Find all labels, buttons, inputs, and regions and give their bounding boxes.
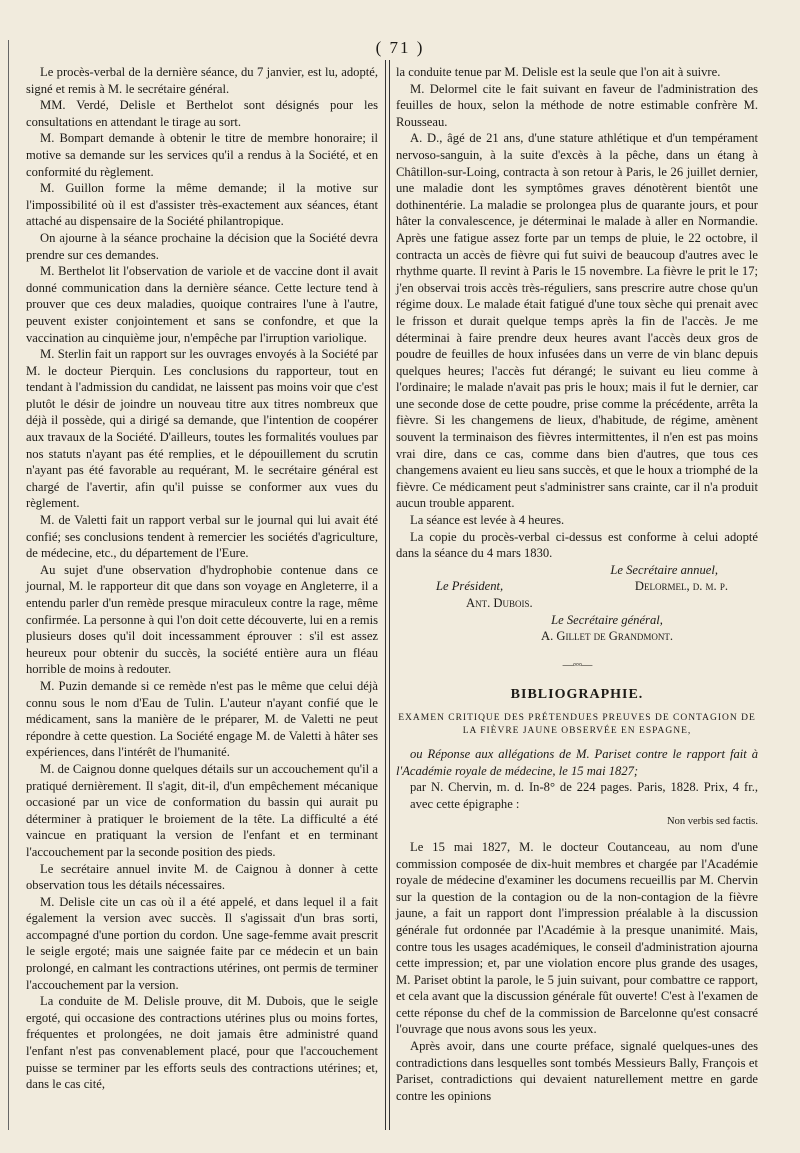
paragraph: Au sujet d'une observation d'hydrophobie contenue dans ce journal, M. le rapporteur dit que dans son voyage en Angleterre, il a entendu parler d'un remède presque miraculeux contre la rage, même confirmée. La personne à qui l'on doit cette découverte, lui en a remis plusieurs doses qu'il doit incessamment éprouver : s'il est assez heureux pour obtenir du succès, la société entière aura un fléau horrible de moins à redouter. bbox=[26, 562, 378, 677]
ornament-divider: —◦◦◦— bbox=[562, 658, 592, 671]
secretaire-annuel-name: Delormel, d. m. p. bbox=[634, 579, 728, 594]
paragraph: M. Bompart demande à obtenir le titre de membre honoraire; il motive sa demande sur les services qu'il a rendus à la Société, et en conformité du règlement. bbox=[26, 131, 378, 179]
paragraph: M. Delisle cite un cas où il a été appelé, et dans lequel il a fait également la version avec succès. Il s'agissait d'un bras sorti, accompagné d'une portion du cordon. Une sage-femme avait prescrit le seigle ergoté; mais une saignée faite par ce médecin et un bain prolongé, en calmant les contractions utérines, ont permis de terminer l'accouchement par la version. bbox=[26, 894, 378, 992]
president-name: Ant. Dubois. bbox=[466, 596, 533, 610]
paragraph: M. Berthelot lit l'observation de variole et de vaccine dont il avait donné communication dans la dernière séance. Cette lecture tend à prouver que ces deux maladies, quoique contraires l'une à l'autre, peuvent exister conjointement et sans se confondre, et que la vaccination au cinquième jour, n'empêche par l'irruption variolique. bbox=[26, 264, 378, 345]
paragraph: On ajourne à la séance prochaine la décision que la Société devra prendre sur ces demandes. bbox=[26, 230, 378, 262]
book-details: par N. Chervin, m. d. In-8° de 224 pages. Paris, 1828. Prix, 4 fr., avec cette épigraphe : bbox=[410, 780, 758, 811]
right-column bbox=[396, 64, 758, 1104]
book-title: ou Réponse aux allégations de M. Pariset contre le rapport fait à l'Académie royale de médecine, le 15 mai 1827; bbox=[396, 746, 758, 778]
paragraph: M. Puzin demande si ce remède n'est pas le même que celui déjà connu sous le nom d'Eau de Tulin. L'auteur n'ayant confié que le médicament, sans la manière de le préparer, M. de Valetti ne peut répondre à cette question. La Société engage M. de Valetti à hâter ses expériences, dans l'intérêt de l'humanité. bbox=[26, 678, 378, 760]
paragraph: Le secrétaire annuel invite M. de Caignou à donner à cette observation tous les détails nécessaires. bbox=[26, 861, 378, 893]
paragraph: Le procès-verbal de la dernière séance, du 7 janvier, est lu, adopté, signé et remis à M. le secrétaire général. bbox=[26, 65, 378, 96]
paragraph: Le 15 mai 1827, M. le docteur Coutanceau, au nom d'une commission composée de dix-huit membres et chargée par l'Académie royale de médecine d'examiner les documens recueillis par M. Chervin sur la question de la contagion ou de la non-contagion de la fièvre jaune, a fait un rapport dont l'impression préalable à la discussion générale fut ordonnée par l'Académie à la presque unanimité. Mais, contre tous les usages académiques, le conseil d'administration ajourna cette impression; et, par une violation encore plus grande des usages, M. Pariset obtint la parole, le 5 juin suivant, pour combattre ce rapport, et cela avant que la discussion générale fût ouverte! C'est à l'examen de cette réponse du chef de la commission de Barcelonne qu'est consacré l'ouvrage que nous avons sous les yeux. bbox=[396, 839, 758, 1037]
paragraph: M. Delormel cite le fait suivant en faveur de l'administration des feuilles de houx, selon la méthode de notre estimable confrère M. Rousseau. bbox=[396, 81, 758, 129]
paragraph: M. Sterlin fait un rapport sur les ouvrages envoyés à la Société par M. le docteur Pierquin. Les conclusions du rapporteur, tout en tendant à l'admission du candidat, ne laissent pas moins voir que c'est plutôt le désir de joindre un nouveau titre aux titres nombreux que déjà il possède, qui a dirigé sa demande, que l'intention de coopérer aux travaux de la Société. D'ailleurs, toutes les formalités voulues par nos statuts n'ayant pas été remplies, et le dépouillement du scrutin n'ayant pas été favorable au requérant, M. le secrétaire général est chargé de l'avertir, afin qu'il puisse se conformer aux vues du règlement. bbox=[26, 347, 378, 511]
paragraph: A. D., âgé de 21 ans, d'une stature athlétique et d'un tempérament nervoso-sanguin, à la suite d'excès à la pêche, dans un étang à Châtillon-sur-Loing, contracta à son retour à Paris, le 26 juillet dernier, une maladie dont les symptômes graves dénotèrent bientôt une dothinentérie. La maladie se prolongea plus de quarante jours, et pour hâter la convalescence, je déterminai le malade à aller en Normandie. Après une fatigue assez forte par un temps de pluie, le 22 octobre, il contracta un accès de fièvre qui fut suivi de beaucoup d'autres avec le rhythme quarte. Il revint à Paris le 15 novembre. La fièvre le prit le 17; j'en observai trois accès très-réguliers, sans prescrire autre chose qu'un régime doux. Le malade était fatigué d'une toux sèche qui prenait avec le frisson et durait quelque temps après la fin de l'accès. Je me déterminai à faire prendre deux heures avant l'accès deux gros de poudre de feuilles de houx infusées dans un verre de vin blanc depuis quelques heures; l'accès fut dérangé; le suivant eu lieu comme à l'ordinaire; le malade n'avait pas pris le houx; mais il fut le dernier, car une seconde dose de cette poudre, prise comme la précédente, arrêta la fièvre. Si les changemens de lieux, d'habitude, de régime, amènent souvent la terminaison des fièvres intermittentes, il n'en est pas moins vrai dire, dans ce cas, comme dans bien d'autres, que tous ces changemens avaient eu lieu sans succès, et que le houx a triomphé de la fièvre. Ce médicament peut s'administrer sans crainte, car il n'a produit aucun trouble apparent. bbox=[396, 131, 758, 511]
secretaire-general-title: Le Secrétaire général, bbox=[551, 612, 663, 627]
section-title: BIBLIOGRAPHIE. bbox=[510, 687, 644, 703]
paragraph: M. de Valetti fait un rapport verbal sur le journal qui lui avait été confié; ses conclusions tendent à remercier les sociétés d'agriculture, de médecine, etc., du département de l'Eure. bbox=[26, 513, 378, 561]
secretaire-annuel-title: Le Secrétaire annuel, bbox=[610, 562, 718, 577]
paragraph: La séance est levée à 4 heures. bbox=[410, 513, 565, 528]
review-subtitle: EXAMEN CRITIQUE DES PRÉTENDUES PREUVES DE CONTAGION DE LA FIÈVRE JAUNE OBSERVÉE EN ESPAGNE, bbox=[398, 712, 756, 736]
president-title: Le Président, bbox=[436, 579, 504, 594]
left-column bbox=[26, 64, 378, 1093]
page-number: ( 71 ) bbox=[375, 38, 425, 57]
paragraph: La copie du procès-verbal ci-dessus est conforme à celui adopté dans la séance du 4 mars 1830. bbox=[396, 529, 758, 561]
column-divider bbox=[385, 60, 390, 1130]
paragraph: M. Guillon forme la même demande; il la motive sur l'impossibilité où il est d'assister très-exactement aux séances, étant attaché au dispensaire de la Société philantropique. bbox=[26, 181, 378, 229]
epigraph: Non verbis sed factis. bbox=[667, 816, 758, 828]
paragraph: Après avoir, dans une courte préface, signalé quelques-unes des contradictions dans lesquelles sont tombés Messieurs Bally, François et Pariset, contradictions qui devaient naturellement mettre en garde contre les opinions bbox=[396, 1039, 758, 1103]
paragraph: M. de Caignou donne quelques détails sur un accouchement qu'il a pratiqué dernièrement. Il s'agit, dit-il, d'un empêchement mécanique occasioné par un vice de conformation du bassin qui aurait pu déterminer à pratiquer le broiement de la tête. La difficulté a été vaincue en pratiquant la version de l'enfant et en terminant l'accouchement par la seconde position des pieds. bbox=[26, 761, 378, 859]
paragraph: La conduite de M. Delisle prouve, dit M. Dubois, que le seigle ergoté, qui occasione des contractions utérines plus ou moins fortes, fréquentes et prolongées, ne doit jamais être administré quand l'enfant n'est pas convenablement placé, pour que l'accouchement puisse se terminer par les efforts seuls des contractions utérines; et, dans le cas cité, bbox=[26, 994, 378, 1092]
signature-row bbox=[396, 578, 758, 595]
page-edge-rule bbox=[8, 40, 9, 1130]
paragraph: MM. Verdé, Delisle et Berthelot sont désignés pour les consultations en attendant le tirage au sort. bbox=[26, 98, 378, 129]
secretaire-general-name: A. Gillet de Grandmont. bbox=[540, 629, 673, 644]
paragraph: la conduite tenue par M. Delisle est la seule que l'on ait à suivre. bbox=[396, 65, 721, 79]
